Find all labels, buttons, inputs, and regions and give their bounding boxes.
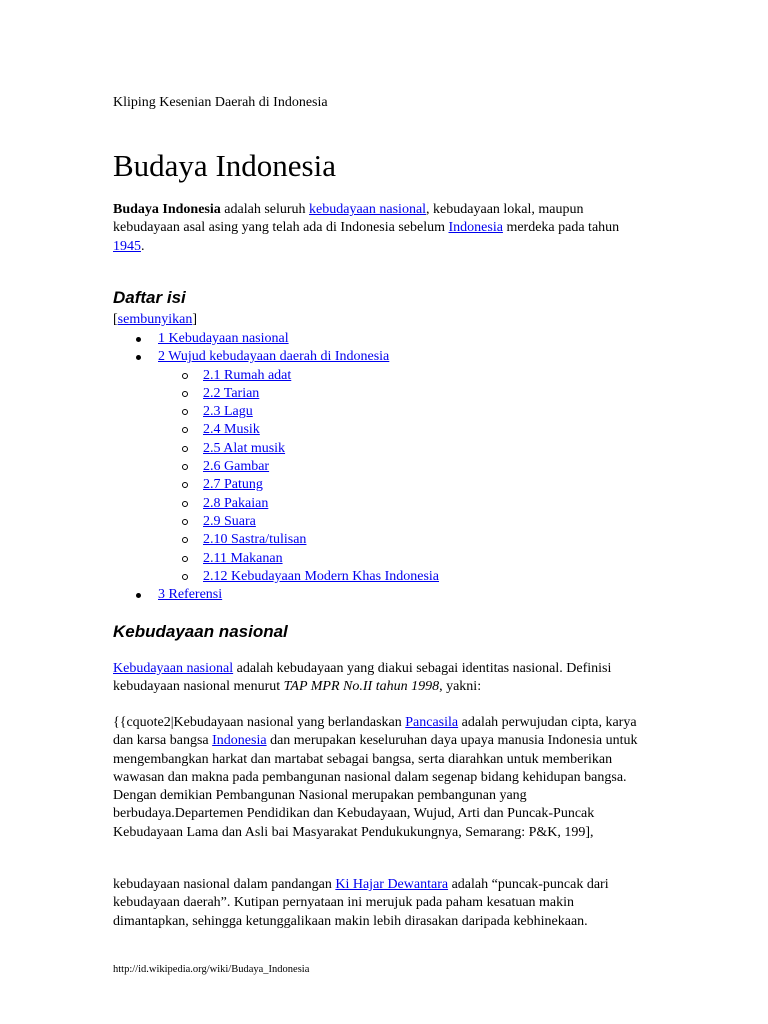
toc-link[interactable]: 2.6 Gambar xyxy=(203,459,270,475)
toc-link[interactable]: 2.9 Suara xyxy=(203,513,256,529)
toc-item xyxy=(113,403,439,421)
intro-text: , kebudayaan lokal, maupun kebudayaan asal asing yang telah ada di Indonesia sebelum xyxy=(113,202,584,236)
toc-bracket-open: [ xyxy=(113,312,118,327)
link-kebudayaan-nasional[interactable]: kebudayaan nasional xyxy=(309,202,427,217)
paragraph-text: adalah kebudayaan yang diakui sebagai identitas nasional. Definisi kebudayaan nasional menurut xyxy=(113,661,612,695)
toc-link[interactable]: 2.4 Musik xyxy=(203,422,260,438)
toc-item xyxy=(113,476,439,494)
toc-link[interactable]: 2.7 Patung xyxy=(203,477,263,493)
toc-link[interactable]: 2.3 Lagu xyxy=(203,404,253,420)
toc-item xyxy=(113,586,439,604)
paragraph-text: adalah “puncak-puncak dari kebudayaan daerah”. Kutipan pernyataan ini merujuk pada paham kesatuan makin dimantapkan, sehingga ketunggalikaan makin lebih dirasakan daripada kebhinekaan. xyxy=(113,877,609,929)
paragraph-text: dan merupakan keseluruhan daya upaya manusia Indonesia untuk mengembangkan harkat dan martabat sebagai bangsa, serta diarahkan untuk memberikan wawasan dan makna pada pembangunan nasional dalam segenap bidang kehidupan bangsa. Dengan demikian Pembangunan Nasional merupakan pembangunan yang berbudaya.Departemen Pendidikan dan Kebudayaan, Wujud, Arti dan Puncak-Puncak Kebudayaan Lama dan Asli bai Masyarakat Pendukukungnya, Semarang: P&K, 199], xyxy=(113,733,638,840)
toc-item xyxy=(113,348,439,366)
toc-link[interactable]: 2.5 Alat musik xyxy=(203,440,286,456)
toc-link[interactable]: 2.2 Tarian xyxy=(203,385,260,401)
toc-link[interactable]: 2.10 Sastra/tulisan xyxy=(203,532,307,548)
toc-link[interactable]: 2.11 Makanan xyxy=(203,550,283,566)
section-heading-kebudayaan-nasional: Kebudayaan nasional xyxy=(113,622,288,641)
toc-item xyxy=(113,458,439,476)
toc-link[interactable]: 3 Referensi xyxy=(158,587,223,603)
toc-bracket-close: ] xyxy=(192,312,197,327)
toc-link[interactable]: 1 Kebudayaan nasional xyxy=(158,331,289,346)
intro-text: merdeka pada tahun xyxy=(502,220,620,236)
nasional-paragraph-3 xyxy=(113,876,648,931)
link-pancasila[interactable]: Pancasila xyxy=(405,715,459,730)
toc-link[interactable]: 2.1 Rumah adat xyxy=(203,367,292,383)
toc-heading: Daftar isi xyxy=(113,288,186,307)
nasional-paragraph-1 xyxy=(113,660,648,697)
toc-item xyxy=(113,513,439,531)
intro-text: . xyxy=(141,238,145,254)
page-title: Budaya Indonesia xyxy=(113,148,336,183)
tap-mpr-reference: TAP MPR No.II tahun 1998 xyxy=(283,679,440,695)
link-indonesia[interactable]: Indonesia xyxy=(448,220,503,236)
toc-toggle xyxy=(113,311,197,329)
toc-item xyxy=(113,531,439,549)
toc-item xyxy=(113,495,439,513)
toc-link[interactable]: 2 Wujud kebudayaan daerah di Indonesia xyxy=(158,349,390,365)
toc-item xyxy=(113,330,439,348)
link-indonesia[interactable]: Indonesia xyxy=(212,733,267,749)
link-kebudayaan-nasional[interactable]: Kebudayaan nasional xyxy=(113,661,234,676)
toc-item xyxy=(113,440,439,458)
footer-source-url: http://id.wikipedia.org/wiki/Budaya_Indonesia xyxy=(113,964,310,975)
toc-item xyxy=(113,550,439,568)
toc-link[interactable]: 2.12 Kebudayaan Modern Khas Indonesia xyxy=(203,568,439,584)
link-ki-hajar-dewantara[interactable]: Ki Hajar Dewantara xyxy=(335,877,449,892)
intro-bold-term: Budaya Indonesia xyxy=(113,202,221,217)
paragraph-text: adalah perwujudan cipta, karya dan karsa bangsa xyxy=(113,715,637,749)
intro-text: adalah seluruh xyxy=(220,202,310,217)
intro-paragraph xyxy=(113,201,648,256)
toc-list xyxy=(113,330,439,604)
nasional-quote-paragraph xyxy=(113,714,648,842)
document-header: Kliping Kesenian Daerah di Indonesia xyxy=(113,95,328,110)
toc-item xyxy=(113,421,439,439)
toc-item xyxy=(113,568,439,586)
paragraph-text: kebudayaan nasional dalam pandangan xyxy=(113,877,336,892)
toc-link[interactable]: 2.8 Pakaian xyxy=(203,495,269,511)
link-1945[interactable]: 1945 xyxy=(113,238,141,254)
toc-hide-link[interactable]: sembunyikan xyxy=(117,312,193,327)
toc-item xyxy=(113,367,439,385)
paragraph-text: {{cquote2|Kebudayaan nasional yang berlandaskan xyxy=(113,715,406,730)
paragraph-text: , yakni: xyxy=(439,679,482,695)
toc-item xyxy=(113,385,439,403)
